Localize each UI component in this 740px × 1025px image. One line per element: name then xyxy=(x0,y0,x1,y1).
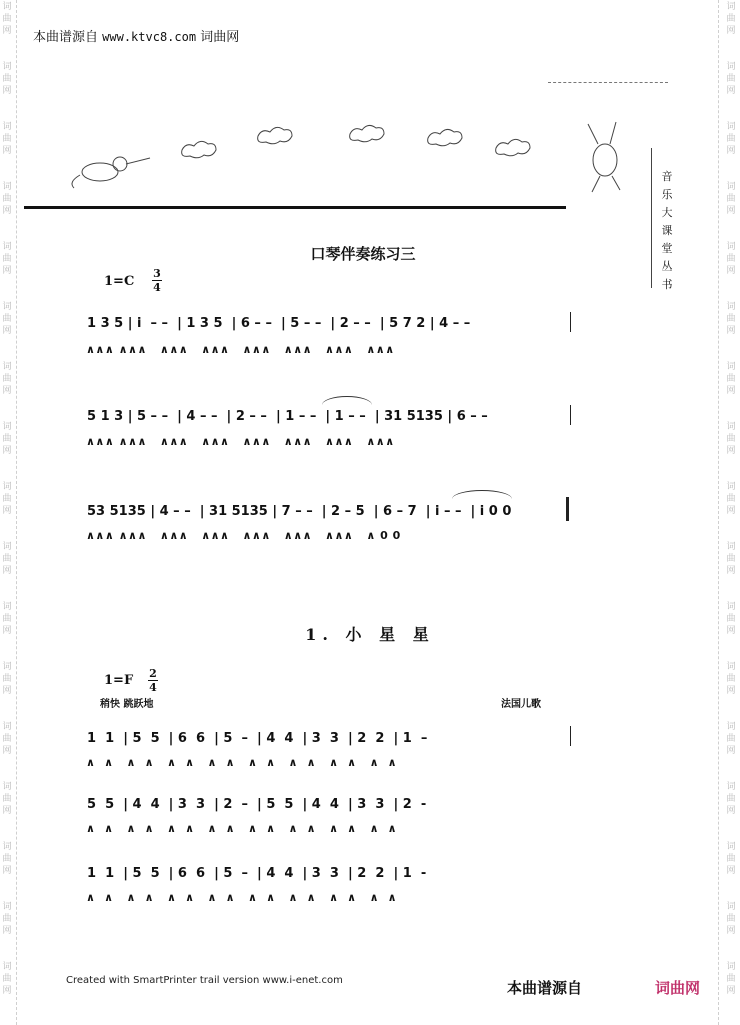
exercise-notes-line-3: 53 5135 | 4 – – | 31 5135 | 7 – – | 2 – 5 | 6 – 7 | i – – | i 0 0 xyxy=(87,504,512,519)
watermark-char: 网 xyxy=(2,686,12,696)
watermark-char: 词 xyxy=(2,422,12,432)
song-time-signature: 2 4 xyxy=(149,667,157,694)
exercise-chords-line-2: ∧∧∧ ∧∧∧ ∧∧∧ ∧∧∧ ∧∧∧ ∧∧∧ ∧∧∧ ∧∧∧ xyxy=(86,435,395,448)
watermark-char: 曲 xyxy=(2,194,12,204)
series-char: 音 xyxy=(661,170,673,183)
watermark-char: 网 xyxy=(2,326,12,336)
watermark-char: 网 xyxy=(2,386,12,396)
watermark-char: 网 xyxy=(2,566,12,576)
exercise-notes-line-1: 1 3 5 | i – – | 1 3 5 | 6 – – | 5 – – | 2 – – | 5 7 2 | 4 – – xyxy=(87,316,471,331)
watermark-char: 网 xyxy=(2,446,12,456)
watermark-char: 曲 xyxy=(726,854,736,864)
watermark-char: 网 xyxy=(726,926,736,936)
song-key: 1=F xyxy=(104,673,134,688)
song-chords-line-2: ∧ ∧ ∧ ∧ ∧ ∧ ∧ ∧ ∧ ∧ ∧ ∧ ∧ ∧ ∧ ∧ xyxy=(86,822,398,835)
watermark-char: 曲 xyxy=(726,794,736,804)
watermark-char: 网 xyxy=(726,86,736,96)
watermark-char: 词 xyxy=(2,722,12,732)
cloud-icon xyxy=(428,129,462,145)
watermark-char: 词 xyxy=(2,602,12,612)
watermark-char: 词 xyxy=(2,242,12,252)
series-char: 乐 xyxy=(661,188,673,201)
header-site-name: 词曲网 xyxy=(200,30,240,45)
final-barline xyxy=(566,497,569,521)
watermark-char: 网 xyxy=(726,26,736,36)
watermark-char: 网 xyxy=(726,206,736,216)
watermark-char: 曲 xyxy=(2,14,12,24)
exercise-chords-line-1: ∧∧∧ ∧∧∧ ∧∧∧ ∧∧∧ ∧∧∧ ∧∧∧ ∧∧∧ ∧∧∧ xyxy=(86,343,395,356)
watermark-char: 曲 xyxy=(726,194,736,204)
flying-character-icon xyxy=(72,157,150,188)
watermark-char: 曲 xyxy=(2,614,12,624)
watermark-char: 网 xyxy=(726,326,736,336)
watermark-char: 词 xyxy=(2,482,12,492)
series-char: 大 xyxy=(661,206,673,219)
watermark-char: 网 xyxy=(726,986,736,996)
watermark-char: 网 xyxy=(2,926,12,936)
watermark-char: 词 xyxy=(2,182,12,192)
rabbit-character-icon xyxy=(588,122,620,192)
watermark-char: 网 xyxy=(2,266,12,276)
watermark-char: 词 xyxy=(726,362,736,372)
watermark-char: 网 xyxy=(726,866,736,876)
watermark-char: 曲 xyxy=(2,374,12,384)
watermark-char: 词 xyxy=(726,962,736,972)
watermark-char: 网 xyxy=(2,986,12,996)
series-char: 堂 xyxy=(661,242,673,255)
footer-source: 本曲谱源自 xyxy=(507,979,583,997)
watermark-char: 网 xyxy=(2,26,12,36)
watermark-char: 词 xyxy=(2,542,12,552)
watermark-char: 网 xyxy=(2,146,12,156)
watermark-char: 曲 xyxy=(2,854,12,864)
watermark-char: 网 xyxy=(2,86,12,96)
watermark-char: 网 xyxy=(726,266,736,276)
watermark-char: 网 xyxy=(726,506,736,516)
cloud-icon xyxy=(350,125,384,141)
watermark-char: 网 xyxy=(726,146,736,156)
cloud-icon xyxy=(496,139,530,155)
watermark-char: 网 xyxy=(2,746,12,756)
watermark-char: 曲 xyxy=(726,374,736,384)
watermark-char: 曲 xyxy=(2,434,12,444)
watermark-char: 曲 xyxy=(2,914,12,924)
watermark-char: 曲 xyxy=(2,74,12,84)
left-watermark-strip xyxy=(0,0,14,1025)
watermark-char: 网 xyxy=(726,386,736,396)
watermark-char: 词 xyxy=(726,902,736,912)
watermark-char: 曲 xyxy=(2,314,12,324)
exercise-title: 口琴伴奏练习三 xyxy=(310,245,416,263)
song-notes-line-2: 5 5 | 4 4 | 3 3 | 2 – | 5 5 | 4 4 | 3 3 | 2 - xyxy=(87,797,427,812)
watermark-char: 网 xyxy=(726,446,736,456)
cloud-icon xyxy=(182,141,216,157)
watermark-char: 词 xyxy=(726,662,736,672)
tie-arc xyxy=(452,490,512,499)
watermark-char: 曲 xyxy=(726,134,736,144)
watermark-char: 曲 xyxy=(726,914,736,924)
watermark-char: 曲 xyxy=(726,74,736,84)
watermark-char: 词 xyxy=(726,542,736,552)
series-char: 丛 xyxy=(661,260,673,273)
header-url[interactable]: www.ktvc8.com xyxy=(102,30,197,44)
song-origin: 法国儿歌 xyxy=(501,699,541,710)
watermark-char: 词 xyxy=(726,602,736,612)
watermark-char: 曲 xyxy=(726,254,736,264)
watermark-char: 词 xyxy=(2,842,12,852)
watermark-char: 曲 xyxy=(2,974,12,984)
watermark-char: 词 xyxy=(726,722,736,732)
watermark-char: 曲 xyxy=(726,314,736,324)
right-watermark-strip xyxy=(724,0,738,1025)
watermark-char: 词 xyxy=(2,2,12,12)
exercise-notes-line-2: 5 1 3 | 5 – – | 4 – – | 2 – – | 1 – – | 1 – – | 31 5135 | 6 – – xyxy=(87,409,488,424)
watermark-char: 曲 xyxy=(2,674,12,684)
watermark-char: 词 xyxy=(726,122,736,132)
watermark-char: 词 xyxy=(726,62,736,72)
watermark-char: 词 xyxy=(726,842,736,852)
watermark-char: 曲 xyxy=(726,14,736,24)
watermark-char: 曲 xyxy=(2,734,12,744)
watermark-char: 网 xyxy=(2,866,12,876)
watermark-char: 词 xyxy=(726,302,736,312)
page-header xyxy=(33,26,239,45)
watermark-char: 网 xyxy=(2,626,12,636)
header-source: 本曲谱源自 xyxy=(33,30,99,45)
watermark-char: 网 xyxy=(726,686,736,696)
watermark-char: 曲 xyxy=(726,974,736,984)
exercise-time-signature: 3 4 xyxy=(153,267,161,294)
series-char: 课 xyxy=(661,224,673,237)
watermark-char: 词 xyxy=(2,362,12,372)
exercise-chords-line-3: ∧∧∧ ∧∧∧ ∧∧∧ ∧∧∧ ∧∧∧ ∧∧∧ ∧∧∧ ∧ 0 0 xyxy=(86,529,401,542)
watermark-char: 曲 xyxy=(726,494,736,504)
watermark-char: 词 xyxy=(726,242,736,252)
song-title: 1. 小 星 星 xyxy=(305,625,435,644)
watermark-char: 词 xyxy=(2,302,12,312)
watermark-char: 词 xyxy=(2,962,12,972)
barline xyxy=(570,405,571,425)
exercise-key: 1=C xyxy=(104,274,135,289)
watermark-char: 曲 xyxy=(2,494,12,504)
watermark-char: 曲 xyxy=(726,434,736,444)
watermark-char: 曲 xyxy=(726,554,736,564)
watermark-char: 曲 xyxy=(2,794,12,804)
watermark-char: 网 xyxy=(726,746,736,756)
tie-arc xyxy=(322,396,372,405)
watermark-char: 网 xyxy=(726,626,736,636)
watermark-char: 词 xyxy=(726,782,736,792)
song-notes-line-3: 1 1 | 5 5 | 6 6 | 5 – | 4 4 | 3 3 | 2 2 | 1 - xyxy=(87,866,427,881)
watermark-char: 词 xyxy=(726,2,736,12)
footer-site-link[interactable]: 词曲网 xyxy=(655,979,701,997)
barline xyxy=(570,726,571,746)
watermark-char: 词 xyxy=(2,782,12,792)
song-notes-line-1: 1 1 | 5 5 | 6 6 | 5 – | 4 4 | 3 3 | 2 2 | 1 – xyxy=(87,731,428,746)
series-name xyxy=(660,168,674,294)
watermark-char: 曲 xyxy=(2,254,12,264)
watermark-char: 曲 xyxy=(726,614,736,624)
watermark-char: 词 xyxy=(2,662,12,672)
side-rule xyxy=(651,148,652,288)
series-char: 书 xyxy=(661,278,673,291)
decorative-dashed-line xyxy=(548,82,668,83)
watermark-char: 网 xyxy=(2,506,12,516)
watermark-char: 词 xyxy=(2,902,12,912)
watermark-char: 词 xyxy=(726,482,736,492)
cartoon-illustration xyxy=(60,120,650,200)
watermark-char: 词 xyxy=(2,122,12,132)
watermark-char: 网 xyxy=(2,806,12,816)
watermark-char: 网 xyxy=(2,206,12,216)
watermark-char: 词 xyxy=(726,422,736,432)
tempo-marking: 稍快 跳跃地 xyxy=(100,699,154,710)
watermark-char: 曲 xyxy=(726,674,736,684)
watermark-char: 曲 xyxy=(2,134,12,144)
watermark-char: 词 xyxy=(726,182,736,192)
watermark-char: 曲 xyxy=(726,734,736,744)
watermark-char: 网 xyxy=(726,806,736,816)
song-chords-line-1: ∧ ∧ ∧ ∧ ∧ ∧ ∧ ∧ ∧ ∧ ∧ ∧ ∧ ∧ ∧ ∧ xyxy=(86,756,398,769)
header-rule xyxy=(24,206,566,209)
barline xyxy=(570,312,571,332)
watermark-char: 曲 xyxy=(2,554,12,564)
footer-created-note: Created with SmartPrinter trail version www.i-enet.com xyxy=(66,975,343,986)
watermark-char: 网 xyxy=(726,566,736,576)
cloud-icon xyxy=(258,127,292,143)
watermark-char: 词 xyxy=(2,62,12,72)
song-chords-line-3: ∧ ∧ ∧ ∧ ∧ ∧ ∧ ∧ ∧ ∧ ∧ ∧ ∧ ∧ ∧ ∧ xyxy=(86,891,398,904)
